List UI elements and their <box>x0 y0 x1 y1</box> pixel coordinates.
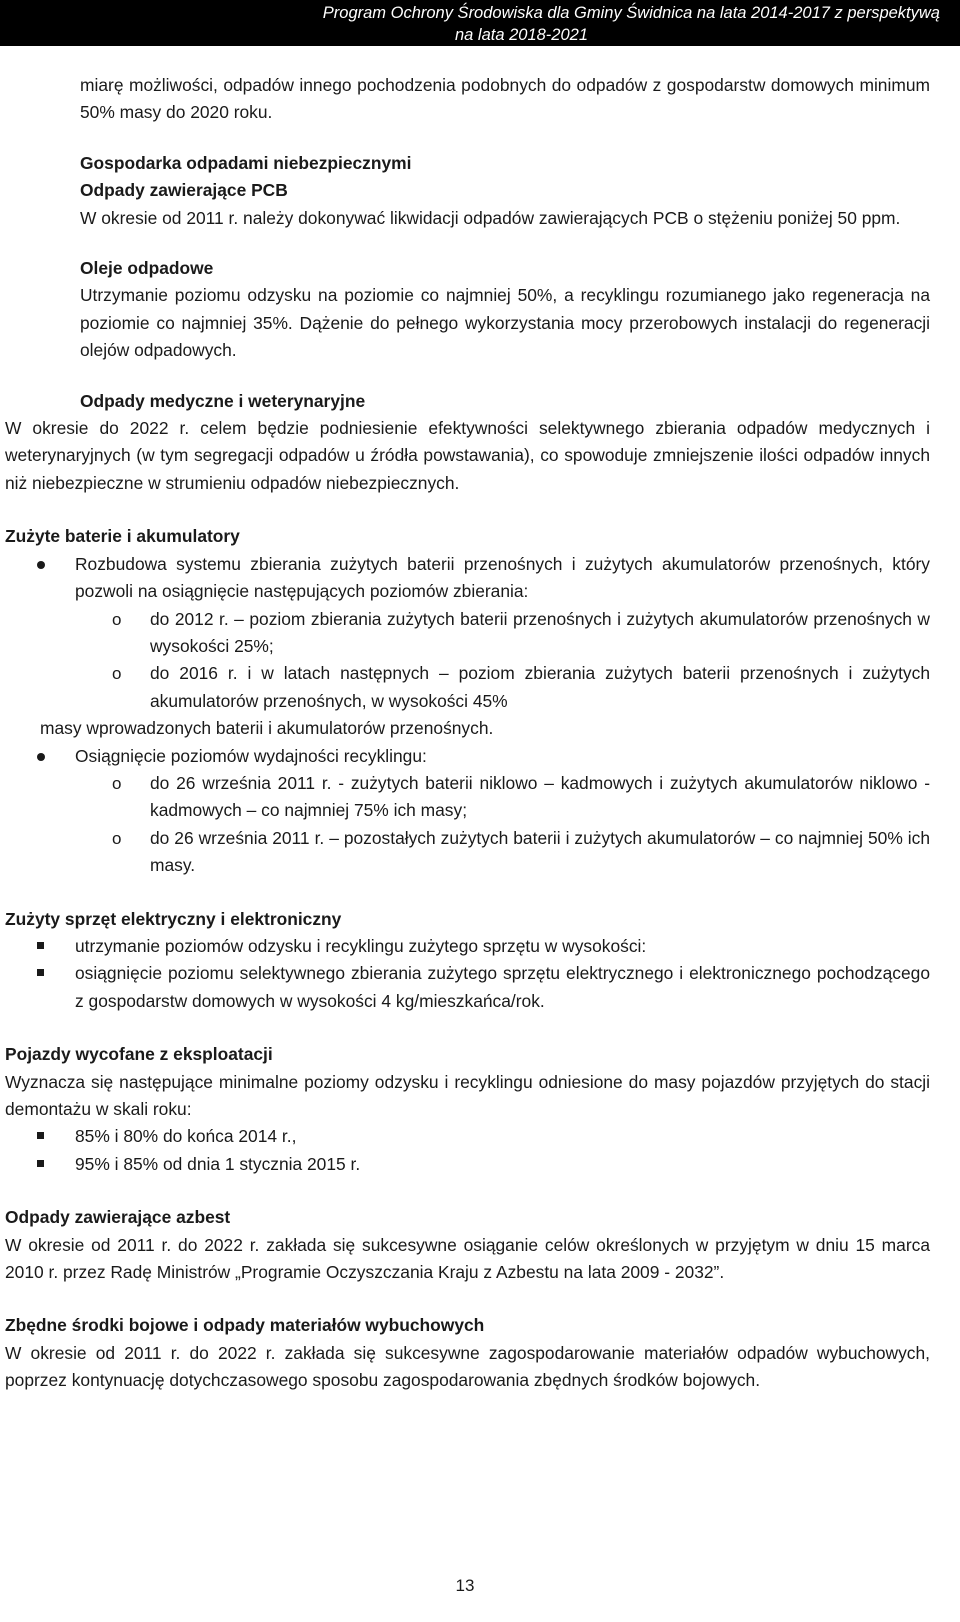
bullet-icon <box>37 561 45 569</box>
intro-paragraph: miarę możliwości, odpadów innego pochodzenia podobnych do odpadów z gospodarstw domowych minimum 50% masy do 2020 roku. <box>80 75 930 123</box>
oils-paragraph: Utrzymanie poziomu odzysku na poziomie co najmniej 50%, a recyklingu rozumianego jako regeneracja na poziomie co najmniej 35%. Dążenie do pełnego wykorzystania mocy przerobowych instalacji do regeneracji olejów odpadowych. <box>80 285 930 361</box>
section-title-vehicles: Pojazdy wycofane z eksploatacji <box>5 1044 273 1065</box>
electro-list <box>5 933 930 1015</box>
square-bullet-icon <box>37 1160 44 1167</box>
list-item <box>5 1123 930 1150</box>
list-item <box>5 606 930 661</box>
subsection-title-medical: Odpady medyczne i weterynaryjne <box>80 390 366 411</box>
list-item-text: do 26 września 2011 r. – pozostałych zużytych baterii i zużytych akumulatorów – co najmniej 50% ich masy. <box>150 827 930 876</box>
munitions-paragraph: W okresie od 2011 r. do 2022 r. zakłada się sukcesywne zagospodarowanie materiałów odpadów wybuchowych, poprzez kontynuację dotychczasowego sposobu zagospodarowania zbędnych środków bojowych. <box>5 1342 930 1391</box>
section-title-electro: Zużyty sprzęt elektryczny i elektroniczny <box>5 908 342 929</box>
subsection-title-oils: Oleje odpadowe <box>80 258 214 279</box>
list-item-text: Osiągnięcie poziomów wydajności recyklingu: <box>75 745 427 766</box>
list-item-text: utrzymanie poziomów odzysku i recyklingu zużytego sprzętu w wysokości: <box>75 935 647 956</box>
bullet-icon <box>37 753 45 761</box>
list-item <box>5 960 930 1015</box>
batteries-list <box>5 551 930 606</box>
document-body <box>5 72 930 1395</box>
batteries-sublist-2 <box>5 770 930 880</box>
section-title-hazardous: Gospodarka odpadami niebezpiecznymi <box>80 152 412 173</box>
header-line-2: na lata 2018-2021 <box>454 26 588 44</box>
list-item <box>5 660 930 715</box>
circle-marker-icon: o <box>112 609 122 629</box>
section-title-asbestos: Odpady zawierające azbest <box>5 1207 231 1228</box>
batteries-continuation: masy wprowadzonych baterii i akumulatorów przenośnych. <box>40 718 494 739</box>
page-number: 13 <box>455 1576 475 1595</box>
list-item-text: do 2012 r. – poziom zbierania zużytych baterii przenośnych i zużytych akumulatorów przenośnych w wysokości 25%; <box>150 608 930 656</box>
header-line-1: Program Ochrony Środowiska dla Gminy Świdnica na lata 2014-2017 z perspektywą <box>322 4 940 22</box>
vehicles-paragraph: Wyznacza się następujące minimalne poziomy odzysku i recyklingu odniesione do masy pojazdów przyjętych do stacji demontażu w skali roku: <box>5 1071 930 1119</box>
list-item <box>5 933 930 960</box>
list-item-text: Rozbudowa systemu zbierania zużytych baterii przenośnych i zużytych akumulatorów przenośnych, który pozwoli na osiągnięcie następujących poziomów zbierania: <box>75 553 930 602</box>
list-item <box>5 825 930 880</box>
list-item-text: 85% i 80% do końca 2014 r., <box>75 1126 297 1147</box>
circle-marker-icon: o <box>112 773 122 793</box>
list-item-text: do 2016 r. i w latach następnych – poziom zbierania zużytych baterii przenośnych i zużytych akumulatorów przenośnych, w wysokości 45% <box>150 663 930 711</box>
square-bullet-icon <box>37 942 44 949</box>
list-item-text: osiągnięcie poziomu selektywnego zbierania zużytego sprzętu elektrycznego i elektronicznego pochodzącego z gospodarstw domowych w wysokości 4 kg/mieszkańca/rok. <box>75 963 930 1011</box>
vehicles-list <box>5 1123 930 1178</box>
section-title-batteries: Zużyte baterie i akumulatory <box>5 526 240 547</box>
list-item <box>5 1151 930 1178</box>
subsection-title-pcb: Odpady zawierające PCB <box>80 180 288 201</box>
circle-marker-icon: o <box>112 828 122 848</box>
list-item <box>5 770 930 825</box>
list-item <box>5 551 930 606</box>
batteries-sublist-1 <box>5 606 930 716</box>
list-item-text: do 26 września 2011 r. - zużytych baterii niklowo – kadmowych i zużytych akumulatorów niklowo - kadmowych – co najmniej 75% ich masy; <box>150 772 930 821</box>
page-header <box>0 0 960 46</box>
section-title-munitions: Zbędne środki bojowe i odpady materiałów wybuchowych <box>5 1315 485 1336</box>
pcb-paragraph: W okresie od 2011 r. należy dokonywać likwidacji odpadów zawierających PCB o stężeniu poniżej 50 ppm. <box>80 207 901 228</box>
list-item-text: 95% i 85% od dnia 1 stycznia 2015 r. <box>75 1153 361 1174</box>
square-bullet-icon <box>37 1132 44 1139</box>
circle-marker-icon: o <box>112 664 122 684</box>
batteries-list-2 <box>5 743 930 770</box>
asbestos-paragraph: W okresie od 2011 r. do 2022 r. zakłada się sukcesywne osiąganie celów określonych w przyjętym w dniu 15 marca 2010 r. przez Radę Ministrów „Programie Oczyszczania Kraju z Azbestu na lata 2009 - 2032”. <box>5 1234 930 1283</box>
list-item <box>5 743 930 770</box>
medical-paragraph: W okresie do 2022 r. celem będzie podniesienie efektywności selektywnego zbierania odpadów medycznych i weterynaryjnych (w tym segregacji odpadów u źródła powstawania), co spowoduje zmniejszenie ilości odpadów innych niż niebezpieczne w strumieniu odpadów niebezpiecznych. <box>5 418 930 493</box>
square-bullet-icon <box>37 969 44 976</box>
